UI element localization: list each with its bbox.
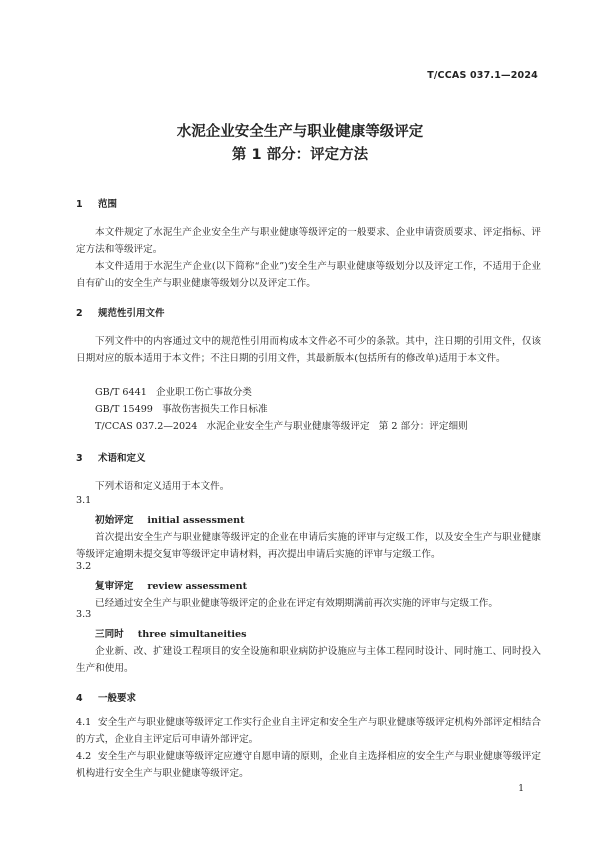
section-heading-3 [76,450,146,464]
section-title: 规范性引用文件 [98,308,165,319]
term-definition: 企业新、改、扩建设工程项目的安全设施和职业病防护设施应与主体工程同时设计、同时施工、同时投入生产和使用。 [76,646,541,674]
paragraph: 本文件适用于水泥生产企业(以下简称“企业”)安全生产与职业健康等级划分以及评定工作，不适用于企业自有矿山的安全生产与职业健康等级划分以及评定工作。 [76,261,541,289]
standard-code: T/CCAS 037.1—2024 [427,70,538,81]
paragraph: 下列术语和定义适用于本文件。 [95,481,230,492]
term-heading [95,626,247,640]
reference-item: GB/T 15499 事故伤害损失工作日标准 [95,404,268,415]
term-english: review assessment [147,581,248,592]
section-number: 2 [76,308,83,319]
term-heading [95,578,247,592]
term-heading [95,512,245,526]
requirement-text: 安全生产与职业健康等级评定工作实行企业自主评定和安全生产与职业健康等级评定机构外部评定相结合的方式，企业自主评定后可申请外部评定。 [76,717,541,745]
term-definition: 已经通过安全生产与职业健康等级评定的企业在评定有效期期满前再次实施的评审与定级工作。 [95,598,498,609]
requirement-text: 安全生产与职业健康等级评定应遵守自愿申请的原则，企业自主选择相应的安全生产与职业健康等级评定机构进行安全生产与职业健康等级评定。 [76,751,541,779]
requirement-item [76,748,541,782]
section-heading-1 [76,196,117,210]
term-chinese: 复审评定 [95,581,134,592]
term-english: three simultaneities [137,629,247,640]
section-heading-4 [76,690,136,704]
term-english: initial assessment [147,515,245,526]
section-title: 术语和定义 [98,453,146,464]
section-number: 3 [76,453,83,464]
section-heading-2 [76,305,165,319]
paragraph: 下列文件中的内容通过文中的规范性引用而构成本文件必不可少的条款。其中，注日期的引用文件，仅该日期对应的版本适用于本文件；不注日期的引用文件，其最新版本(包括所有的修改单)适用于本文件。 [76,336,541,364]
document-title: 水泥企业安全生产与职业健康等级评定 [176,124,424,140]
term-definition: 首次提出安全生产与职业健康等级评定的企业在申请后实施的评审与定级工作，以及安全生产与职业健康等级评定逾期未提交复审等级评定申请材料，再次提出申请后实施的评审与定级工作。 [76,532,541,560]
section-title: 一般要求 [98,693,137,704]
paragraph: 本文件规定了水泥生产企业安全生产与职业健康等级评定的一般要求、企业申请资质要求、评定指标、评定方法和等级评定。 [76,227,541,255]
section-number: 4 [76,693,83,704]
section-title: 范围 [98,199,118,210]
requirement-item [76,714,541,748]
term-number: 3.2 [76,561,92,572]
term-chinese: 初始评定 [95,515,134,526]
reference-item: T/CCAS 037.2—2024 水泥企业安全生产与职业健康等级评定 第 2 部分：评定细则 [95,421,468,432]
term-number: 3.1 [76,495,92,506]
requirement-number: 4.1 [76,717,92,728]
term-chinese: 三同时 [95,629,124,640]
reference-item: GB/T 6441 企业职工伤亡事故分类 [95,387,252,398]
requirement-number: 4.2 [76,751,92,762]
page-number: 1 [518,784,524,794]
term-number: 3.3 [76,609,92,620]
document-subtitle: 第 1 部分：评定方法 [231,147,369,163]
section-number: 1 [76,199,83,210]
